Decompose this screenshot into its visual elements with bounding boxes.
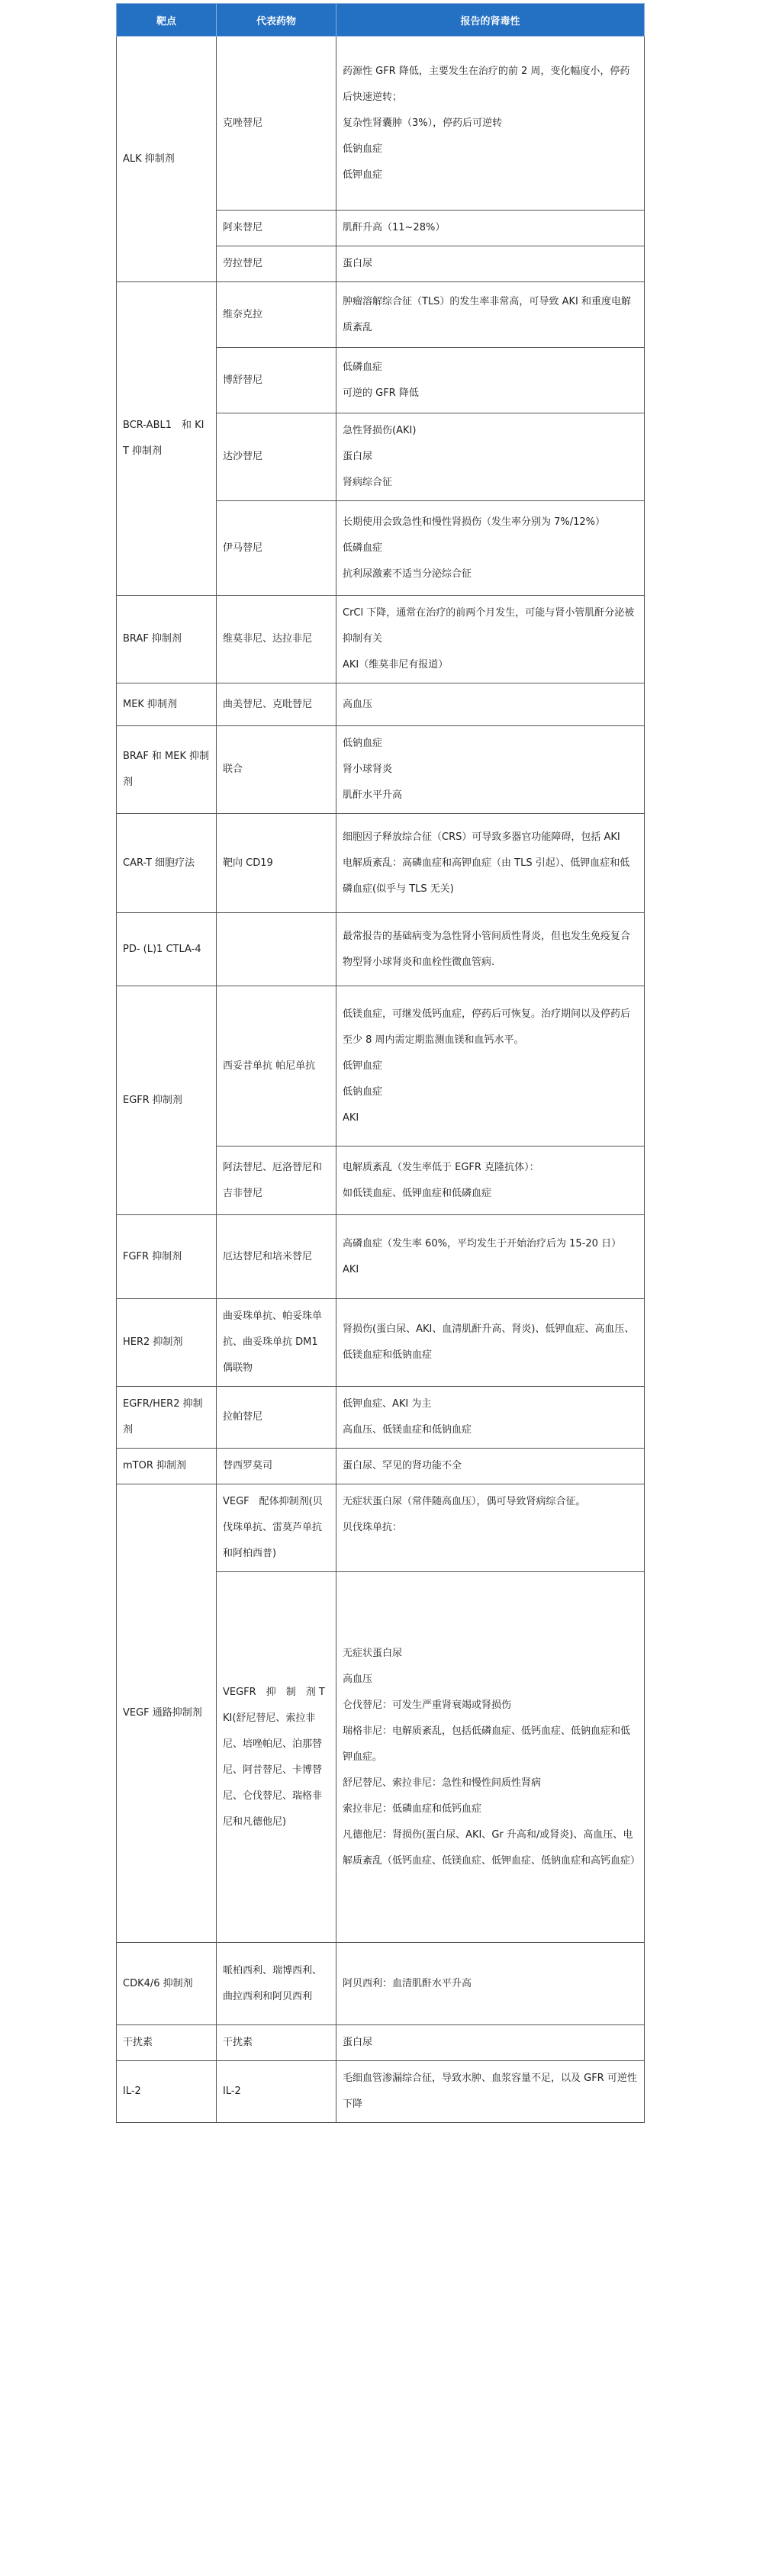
- table-row: [117, 596, 645, 683]
- toxicity-item: CrCl 下降，通常在治疗的前两个月发生，可能与肾小管肌酐分泌被抑制有关: [343, 607, 635, 645]
- header-toxicity: 报告的肾毒性: [336, 4, 645, 37]
- toxicity-cell: [336, 913, 645, 986]
- target-cell: BCR-ABL1 和 KIT 抑制剂: [117, 282, 217, 596]
- toxicity-item: 长期使用会致急性和慢性肾损伤（发生率分别为 7%/12%）: [343, 516, 606, 528]
- toxicity-item: 低钠血症: [343, 143, 383, 155]
- toxicity-item: 电解质紊乱：高磷血症和高钾血症（由 TLS 引起）、低钾血症和低磷血症(似乎与 TLS 无关): [343, 857, 630, 895]
- toxicity-cell: [336, 1484, 645, 1572]
- toxicity-item: 药源性 GFR 降低，主要发生在治疗的前 2 周，变化幅度小，停药后快速逆转；: [343, 65, 630, 103]
- target-cell: EGFR/HER2 抑制剂: [117, 1387, 217, 1449]
- toxicity-item: 肾小球肾炎: [343, 764, 393, 775]
- toxicity-item: AKI: [343, 1263, 359, 1275]
- toxicity-table: [116, 3, 645, 2123]
- toxicity-item: 低钠血症: [343, 1085, 383, 1098]
- toxicity-item: 蛋白尿: [343, 258, 373, 269]
- toxicity-item: 复杂性肾囊肿（3%），停药后可逆转: [343, 117, 503, 129]
- drug-cell: 曲妥珠单抗、帕妥珠单抗、曲妥珠单抗 DM1 偶联物: [217, 1299, 336, 1387]
- target-cell: FGFR 抑制剂: [117, 1215, 217, 1299]
- toxicity-item: 低钾血症: [343, 1060, 383, 1072]
- table-row: [117, 1215, 645, 1299]
- toxicity-item: 高血压: [343, 1673, 373, 1685]
- toxicity-item: 肾病综合征: [343, 477, 393, 488]
- toxicity-item: 低钾血症、AKI 为主: [343, 1398, 432, 1410]
- toxicity-cell: [336, 683, 645, 726]
- toxicity-item: 肌酐升高（11~28%）: [343, 222, 446, 233]
- table-row: [117, 1299, 645, 1387]
- toxicity-item: 急性肾损伤(AKI): [343, 425, 417, 436]
- toxicity-item: 肌酐水平升高: [343, 790, 403, 801]
- table-row: [117, 1943, 645, 2025]
- target-cell: BRAF 和 MEK 抑制剂: [117, 726, 217, 814]
- toxicity-item: 高血压、低镁血症和低钠血症: [343, 1424, 472, 1436]
- toxicity-cell: [336, 726, 645, 814]
- drug-cell: 维奈克拉: [217, 282, 336, 348]
- toxicity-cell: [336, 2025, 645, 2061]
- target-cell: VEGF 通路抑制剂: [117, 1484, 217, 1943]
- toxicity-item: 低磷血症: [343, 542, 383, 554]
- table-row: [117, 37, 645, 211]
- target-cell: EGFR 抑制剂: [117, 986, 217, 1215]
- target-cell: CAR-T 细胞疗法: [117, 814, 217, 913]
- toxicity-item: 可逆的 GFR 降低: [343, 387, 419, 399]
- table-row: [117, 683, 645, 726]
- drug-cell: 达沙替尼: [217, 413, 336, 501]
- drug-cell: 厄达替尼和培米替尼: [217, 1215, 336, 1299]
- toxicity-cell: [336, 501, 645, 596]
- table-header-row: [117, 4, 645, 37]
- toxicity-cell: [336, 1449, 645, 1484]
- toxicity-item: 无症状蛋白尿: [343, 1647, 403, 1659]
- toxicity-cell: [336, 413, 645, 501]
- toxicity-item: 低钠血症: [343, 738, 383, 749]
- drug-cell: 博舒替尼: [217, 348, 336, 413]
- drug-cell: 哌柏西利、瑞博西利、曲拉西利和阿贝西利: [217, 1943, 336, 2025]
- target-cell: HER2 抑制剂: [117, 1299, 217, 1387]
- toxicity-item: 肿瘤溶解综合征（TLS）的发生率非常高，可导致 AKI 和重度电解质紊乱: [343, 295, 631, 333]
- drug-cell: 阿法替尼、厄洛替尼和吉非替尼: [217, 1146, 336, 1215]
- toxicity-item: 高磷血症（发生率 60%，平均发生于开始治疗后为 15-20 日）: [343, 1237, 622, 1249]
- target-cell: 干扰素: [117, 2025, 217, 2061]
- drug-cell: 西妥昔单抗 帕尼单抗: [217, 986, 336, 1146]
- table-body: [117, 37, 645, 2123]
- toxicity-cell: [336, 1146, 645, 1215]
- toxicity-item: 仑伐替尼：可发生严重肾衰竭或肾损伤: [343, 1699, 512, 1711]
- target-cell: CDK4/6 抑制剂: [117, 1943, 217, 2025]
- table-row: [117, 726, 645, 814]
- toxicity-item: 如低镁血症、低钾血症和低磷血症: [343, 1187, 492, 1199]
- table-row: [117, 2061, 645, 2123]
- toxicity-item: AKI（维莫非尼有报道）: [343, 659, 449, 671]
- toxicity-cell: [336, 1572, 645, 1943]
- drug-cell: 克唑替尼: [217, 37, 336, 211]
- table-row: [117, 1449, 645, 1484]
- toxicity-cell: [336, 37, 645, 211]
- target-cell: ALK 抑制剂: [117, 37, 217, 282]
- table-row: [117, 913, 645, 986]
- drug-cell: 阿来替尼: [217, 211, 336, 246]
- drug-cell: IL-2: [217, 2061, 336, 2123]
- drug-cell: [217, 913, 336, 986]
- toxicity-item: 舒尼替尼、索拉非尼：急性和慢性间质性肾病: [343, 1777, 542, 1789]
- table-row: [117, 1484, 645, 1572]
- toxicity-item: 细胞因子释放综合征（CRS）可导致多器官功能障碍，包括 AKI: [343, 831, 620, 843]
- toxicity-item: 低磷血症: [343, 361, 383, 373]
- table-row: [117, 1387, 645, 1449]
- toxicity-item: 毛细血管渗漏综合征，导致水肿、血浆容量不足，以及 GFR 可逆性下降: [343, 2073, 637, 2110]
- drug-cell: 拉帕替尼: [217, 1387, 336, 1449]
- drug-cell: 曲美替尼、克吡替尼: [217, 683, 336, 726]
- drug-cell: 伊马替尼: [217, 501, 336, 596]
- toxicity-item: 高血压: [343, 698, 373, 710]
- toxicity-item: 抗利尿激素不适当分泌综合征: [343, 568, 472, 580]
- toxicity-item: 阿贝西利：血清肌酐水平升高: [343, 1977, 472, 1989]
- toxicity-item: 蛋白尿: [343, 451, 373, 462]
- drug-cell: 干扰素: [217, 2025, 336, 2061]
- table-row: [117, 2025, 645, 2061]
- drug-cell: VEGFR 抑 制 剂 TKI(舒尼替尼、索拉非尼、培唑帕尼、泊那替尼、阿昔替尼、卡博替尼、仑伐替尼、瑞格非尼和凡德他尼): [217, 1572, 336, 1943]
- table-row: [117, 814, 645, 913]
- drug-cell: 联合: [217, 726, 336, 814]
- toxicity-cell: [336, 246, 645, 282]
- toxicity-item: 电解质紊乱（发生率低于 EGFR 克隆抗体）：: [343, 1161, 539, 1173]
- header-target: 靶点: [117, 4, 217, 37]
- target-cell: PD- (L)1 CTLA-4: [117, 913, 217, 986]
- toxicity-cell: [336, 1943, 645, 2025]
- toxicity-item: 肾损伤(蛋白尿、AKI、血清肌酐升高、肾炎)、低钾血症、高血压、低镁血症和低钠血症: [343, 1323, 635, 1361]
- drug-cell: 劳拉替尼: [217, 246, 336, 282]
- toxicity-cell: [336, 1299, 645, 1387]
- table-row: [117, 282, 645, 348]
- toxicity-cell: [336, 1387, 645, 1449]
- toxicity-cell: [336, 348, 645, 413]
- header-drug: 代表药物: [217, 4, 336, 37]
- toxicity-cell: [336, 814, 645, 913]
- drug-cell: 靶向 CD19: [217, 814, 336, 913]
- target-cell: IL-2: [117, 2061, 217, 2123]
- toxicity-cell: [336, 1215, 645, 1299]
- toxicity-item: 蛋白尿、罕见的肾功能不全: [343, 1460, 462, 1471]
- toxicity-item: 低钾血症: [343, 169, 383, 181]
- toxicity-item: 瑞格非尼：电解质紊乱，包括低磷血症、低钙血症、低钠血症和低钾血症。: [343, 1725, 631, 1763]
- toxicity-cell: [336, 596, 645, 683]
- toxicity-cell: [336, 2061, 645, 2123]
- toxicity-item: 蛋白尿: [343, 2037, 373, 2048]
- drug-cell: 维莫非尼、达拉非尼: [217, 596, 336, 683]
- target-cell: BRAF 抑制剂: [117, 596, 217, 683]
- toxicity-item: 贝伐珠单抗：: [343, 1522, 403, 1533]
- toxicity-item: 索拉非尼：低磷血症和低钙血症: [343, 1803, 482, 1815]
- drug-cell: 替西罗莫司: [217, 1449, 336, 1484]
- toxicity-cell: [336, 282, 645, 348]
- target-cell: MEK 抑制剂: [117, 683, 217, 726]
- toxicity-cell: [336, 986, 645, 1146]
- table-row: [117, 986, 645, 1146]
- toxicity-item: AKI: [343, 1111, 359, 1124]
- drug-cell: VEGF 配体抑制剂(贝伐珠单抗、雷莫芦单抗和阿柏西普): [217, 1484, 336, 1572]
- toxicity-item: 无症状蛋白尿（常伴随高血压），偶可导致肾病综合征。: [343, 1496, 586, 1507]
- toxicity-item: 凡德他尼：肾损伤(蛋白尿、AKI、Gr 升高和/或肾炎)、高血压、电解质紊乱（低钙血症、低镁血症、低钾血症、低钠血症和高钙血症）: [343, 1828, 641, 1867]
- toxicity-item: 低镁血症，可继发低钙血症，停药后可恢复。治疗期间以及停药后至少 8 周内需定期监测血镁和血钙水平。: [343, 1008, 631, 1046]
- target-cell: mTOR 抑制剂: [117, 1449, 217, 1484]
- toxicity-cell: [336, 211, 645, 246]
- toxicity-item: 最常报告的基础病变为急性肾小管间质性肾炎，但也发生免疫复合物型肾小球肾炎和血栓性微血管病.: [343, 930, 631, 968]
